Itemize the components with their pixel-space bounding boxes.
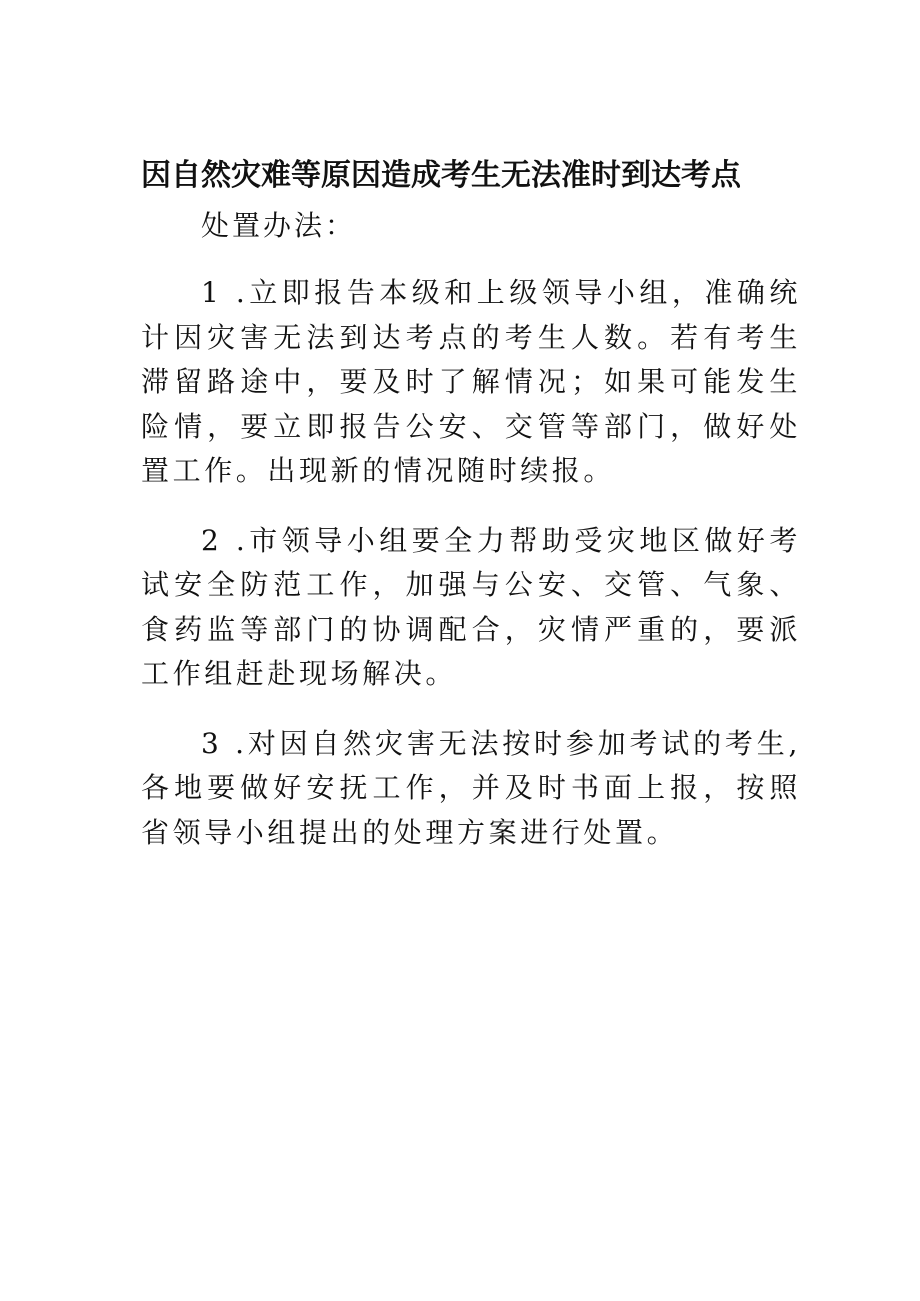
section-heading: 处置办法： (201, 209, 357, 242)
document-title: 因自然灾难等原因造成考生无法准时到达考点 (141, 158, 741, 193)
document-page (141, 154, 801, 855)
paragraph-1: 1 .立即报告本级和上级领导小组，准确统计因灾害无法到达考点的考生人数。若有考生滞留路途中，要及时了解情况；如果可能发生险情，要立即报告公安、交管等部门，做好处置工作。出现新的情况随时续报。 (141, 276, 801, 487)
paragraph-2: 2 .市领导小组要全力帮助受灾地区做好考试安全防范工作，加强与公安、交管、气象、食药监等部门的协调配合，灾情严重的，要派工作组赶赴现场解决。 (141, 523, 801, 690)
paragraph-3: 3 .对因自然灾害无法按时参加考试的考生,各地要做好安抚工作，并及时书面上报，按照省领导小组提出的处理方案进行处置。 (141, 726, 801, 849)
